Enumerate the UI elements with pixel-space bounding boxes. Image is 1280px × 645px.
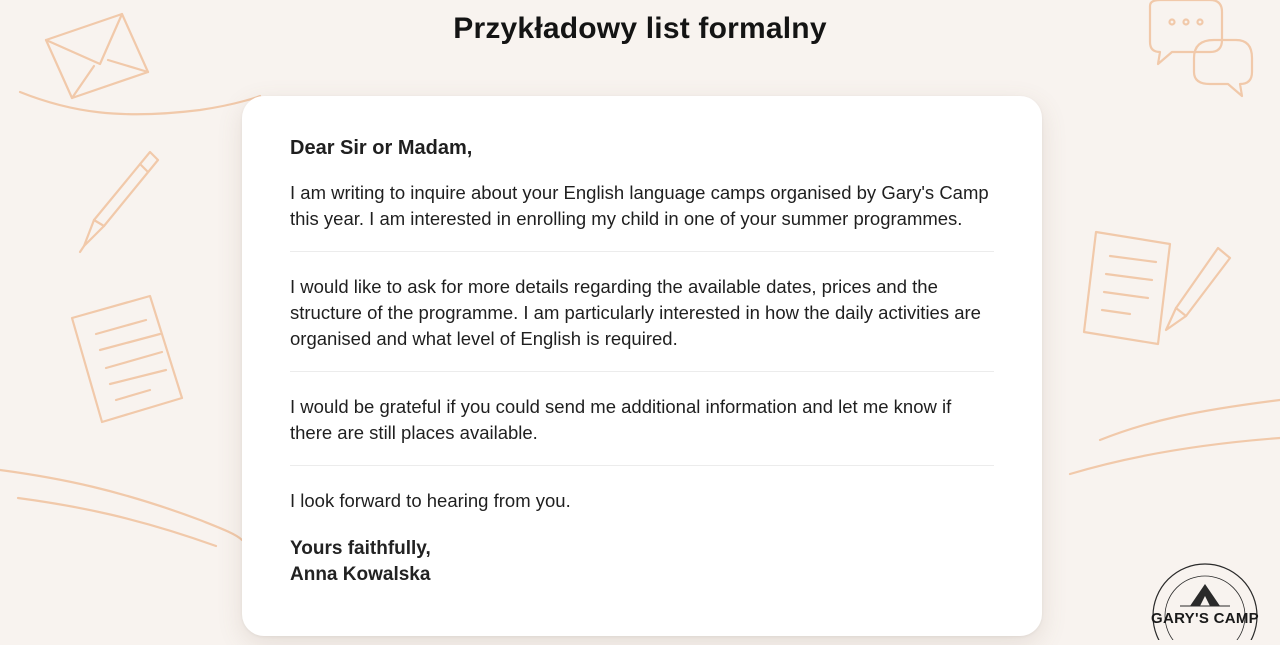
letter-closing-block: [290, 536, 994, 588]
letter-paragraph-2: I would like to ask for more details regarding the available dates, prices and the structure of the programme. I am particularly interested in how the daily activities are organised and what level of English is required.: [290, 276, 981, 349]
paragraph-divider: [290, 371, 994, 372]
logo-emblem: [1142, 560, 1268, 640]
pen-icon: [80, 152, 158, 252]
letter-signature: Anna Kowalska: [290, 564, 431, 585]
letter-card: [242, 96, 1042, 636]
letter-salutation: Dear Sir or Madam,: [290, 137, 473, 159]
letter-closing: Yours faithfully,: [290, 538, 431, 559]
letter-paragraph-1: I am writing to inquire about your English language camps organised by Gary's Camp this year. I am interested in enrolling my child in one of your summer programmes.: [290, 182, 989, 229]
paragraph-divider: [290, 465, 994, 466]
letter-paragraph-3: I would be grateful if you could send me additional information and let me know if there are still places available.: [290, 396, 952, 443]
letter-paragraph-4: I look forward to hearing from you.: [290, 490, 571, 511]
paragraph-divider: [290, 251, 994, 252]
page-title: Przykładowy list formalny: [453, 12, 827, 45]
document-with-pen-icon: [1084, 232, 1230, 344]
logo-name: GARY'S CAMP: [1151, 610, 1259, 627]
document-icon: [72, 296, 182, 422]
garys-camp-logo: [1142, 560, 1268, 640]
